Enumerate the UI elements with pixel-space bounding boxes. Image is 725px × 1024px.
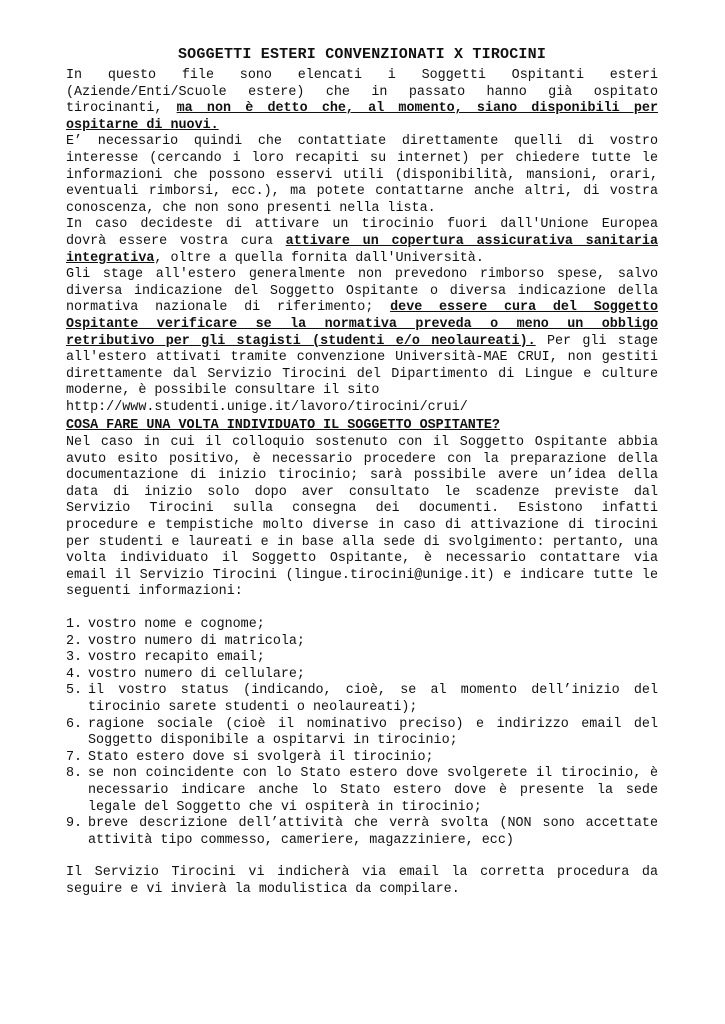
list-number: 3.	[66, 650, 83, 666]
list-item	[66, 750, 658, 767]
list-item	[66, 634, 658, 651]
list-item	[66, 683, 658, 716]
list-item	[66, 617, 658, 634]
list-text: il vostro status (indicando, cioè, se al momento dell’inizio del tirocinio sarete studenti o neolaureati);	[88, 683, 658, 715]
intro-text: In questo file sono elencati i Soggetti Ospitanti esteri (Aziende/Enti/Scuole estere) che in passato hanno già ospitato tirocinanti,	[66, 68, 658, 117]
list-text: breve descrizione dell’attività che verrà svolta (NON sono accettate attività tipo commesso, cameriere, magazziniere, ecc)	[88, 816, 658, 848]
insurance-text: In caso decideste di attivare un tirocinio fuori dall'Unione Europea dovrà essere vostra cura	[66, 217, 658, 249]
list-text: se non coincidente con lo Stato estero dove svolgerete il tirocinio, è necessario indicare anche lo Stato estero dove è presente la sede legale del Soggetto che vi ospiterà in tirocinio;	[88, 766, 658, 815]
crui-link[interactable]: http://www.studenti.unige.it/lavoro/tirocini/crui/	[66, 399, 468, 415]
list-text: Stato estero dove si svolgerà il tirocinio;	[88, 749, 434, 765]
intro-paragraph-2: E’ necessario quindi che contattiate direttamente quelli di vostro interesse (cercando i loro recapiti su internet) per chiedere tutte le informazioni che possono esservi utili (disponibilità, mansioni, orari, eventuali rimborsi, ecc.), ma potete contattarne anche altri, di vostra conoscenza, che non sono presenti nella lista.	[66, 134, 658, 216]
availability-warning: ma non è detto che, al momento, siano disponibili per ospitarne di nuovi.	[66, 101, 658, 133]
list-item	[66, 650, 658, 667]
section-body: Nel caso in cui il colloquio sostenuto con il Soggetto Ospitante abbia avuto esito positivo, è necessario procedere con la preparazione della documentazione di inizio tirocinio; sarà possibile avere un’idea della data di inizio solo dopo aver consultato le scadenze previste dal Servizio Tirocini sulla consegna dei documenti. Esistono infatti procedure e tempistiche molto diverse in caso di attivazione di tirocini per studenti e laureati e in base alla sede di svolgimento: pertanto, una volta individuato il Soggetto Ospitante, è necessario contattare via email il Servizio Tirocini (lingue.tirocini@unige.it) e indicare tutte le seguenti informazioni:	[66, 435, 658, 600]
reimbursement-text: Gli stage all'estero generalmente non prevedono rimborso spese, salvo diversa indicazione del Soggetto Ospitante o diversa indicazione della normativa nazionale di riferimento;	[66, 267, 658, 316]
list-number: 7.	[66, 749, 83, 765]
insurance-text-end: , oltre a quella fornita dall'Università.	[154, 250, 484, 266]
crui-text: Per gli stage all'estero attivati tramite convenzione Università-MAE CRUI, non gestiti direttamente dal Servizio Tirocini del Dipartimento di Lingue e culture moderne, è possibile consultare il sito	[66, 333, 659, 399]
list-number: 8.	[66, 766, 83, 782]
list-number: 1.	[66, 617, 83, 632]
list-item	[66, 667, 658, 684]
list-number: 2.	[66, 633, 83, 649]
list-text: vostro recapito email;	[88, 650, 265, 666]
retribution-warning: deve essere cura del Soggetto Ospitante verificare se la normativa preveda o meno un obbligo retributivo per gli stagisti (studenti e/o neolaureati).	[66, 300, 658, 349]
intro-paragraph-1	[66, 68, 658, 134]
closing-paragraph: Il Servizio Tirocini vi indicherà via email la corretta procedura da seguire e vi invierà la modulistica da compilare.	[66, 865, 658, 897]
list-number: 4.	[66, 666, 83, 682]
list-text: vostro numero di matricola;	[88, 633, 305, 649]
list-number: 9.	[66, 816, 83, 832]
list-item	[66, 816, 658, 849]
info-list	[66, 617, 658, 849]
section-heading: COSA FARE UNA VOLTA INDIVIDUATO IL SOGGETTO OSPITANTE?	[66, 418, 500, 434]
intro-paragraph-3	[66, 217, 658, 267]
list-text: vostro nome e cognome;	[88, 617, 265, 632]
list-item	[66, 717, 658, 750]
list-number: 5.	[66, 683, 83, 699]
intro-paragraph-4	[66, 267, 658, 400]
list-text: vostro numero di cellulare;	[88, 666, 305, 682]
list-text: ragione sociale (cioè il nominativo preciso) e indirizzo email del Soggetto disponibile a ospitarvi in tirocinio;	[88, 716, 658, 749]
document-page	[66, 46, 658, 899]
list-number: 6.	[66, 716, 83, 732]
document-title: SOGGETTI ESTERI CONVENZIONATI X TIROCINI	[177, 46, 547, 63]
list-item	[66, 766, 658, 816]
insurance-requirement: attivare un copertura assicurativa sanitaria integrativa	[66, 233, 658, 266]
